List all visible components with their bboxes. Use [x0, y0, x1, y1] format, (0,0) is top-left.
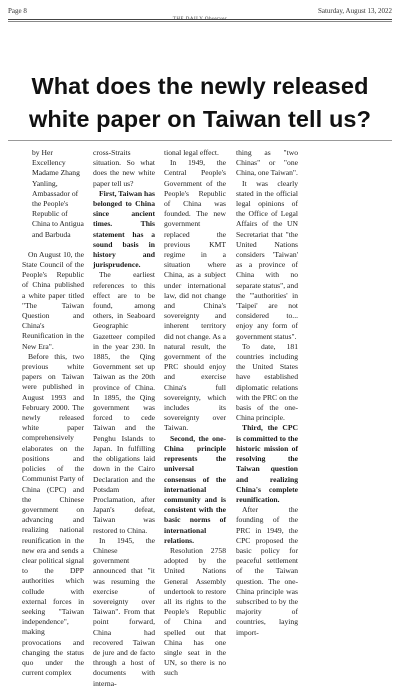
article-paragraph: In 1949, the Central People's Government of the People's Republic of China was founded. The new government replaced the previous KMT regime in a situation where China, as a subject under international law, did not change and China's sovereignty and inherent territory did not change. As a natural result, the government of the PRC should enjoy and exercise China's full sovereignty, which includes its sovereignty over Taiwan. — [164, 158, 226, 433]
article-paragraph: tional legal effect. — [164, 148, 219, 157]
byline: by Her Excellency Madame Zhang Yanling, Ambassador of the People's Republic of China to Antigua and Barbuda — [32, 148, 84, 239]
article-subhead: Third, the CPC is committed to the historic mission of resolving the Taiwan question and realizing China's complete reunification. — [236, 423, 298, 504]
article-paragraph: To date, 181 countries including the United States have established diplomatic relations with the PRC on the basis of the one-China principle. — [236, 341, 298, 423]
headline-rule — [8, 140, 392, 141]
header-rule-thin — [8, 21, 392, 22]
article-subhead: First, Taiwan has belonged to China since ancient times. This statement has a sound basis in history and jurisprudence. — [93, 188, 155, 270]
article-body — [0, 148, 400, 688]
article-paragraph: It was clearly stated in the official legal opinions of the Office of Legal Affairs of the UN Secretariat that "the United Nations considers 'Taiwan' as a province of China with no separate status", and the "'authorities' in 'Taipei' are not considered to... enjoy any form of government status". — [236, 178, 298, 341]
article-column-4 — [236, 148, 298, 637]
article-subhead: Second, the one-China principle represents the universal consensus of the international community and is consistent with the basic norms of international relations. — [164, 433, 226, 545]
article-paragraph: In 1945, the Chinese government announced that "it was resuming the exercise of sovereignty over Taiwan". From that point forward, China had recovered Taiwan de jure and de facto through a host of documents with interna- — [93, 535, 155, 688]
article-paragraph: The earliest references to this effect are to be found, among others, in Seaboard Geographic Gazetteer compiled in the year 230. In 1885, the Qing Government set up Taiwan as the 20th province of China. In 1895, the Qing government was forced to cede Taiwan and the Penghu Islands to Japan. In fulfilling the obligations laid down in the Cairo Declaration and the Potsdam Proclamation, after Japan's defeat, Taiwan was restored to China. — [93, 270, 155, 535]
article-column-1 — [22, 148, 84, 678]
page-number: Page 8 — [8, 7, 27, 15]
issue-date: Saturday, August 13, 2022 — [317, 7, 392, 15]
page-header — [8, 4, 392, 18]
article-column-3 — [164, 148, 226, 678]
header-rule — [8, 19, 392, 20]
article-paragraph: Resolution 2758 adopted by the United Nations General Assembly undertook to restore all its rights to the People's Republic of China and spelled out that China has one single seat in the UN, so there is no such — [164, 545, 226, 678]
article-column-2 — [93, 148, 155, 688]
headline: What does the newly released white paper on Taiwan tell us? — [28, 72, 372, 132]
article-paragraph: Before this, two previous white papers on Taiwan were published in August 1993 and February 2000. The newly released white paper comprehensively elaborates on the positions and policies of the Communist Party of China (CPC) and the Chinese government on advancing and realizing national reunification in the new era and sends a clear political signal to the DPP authorities which collude with external forces in seeking "Taiwan independence", making provocations and changing the status quo under the current complex — [22, 351, 84, 678]
article-paragraph: After the founding of the PRC in 1949, the CPC proposed the basic policy for peaceful settlement of the Taiwan question. The one-China principle was subscribed to by the majority of countries, laying import- — [236, 505, 298, 637]
article-paragraph: thing as "two Chinas" or "one China, one Taiwan". — [236, 148, 298, 178]
article-paragraph: On August 10, the State Council of the People's Republic of China published a white paper titled "The Taiwan Question and China's Reunification in the New Era". — [22, 249, 84, 351]
article-paragraph: cross-Straits situation. So what does the new white paper tell us? — [93, 148, 155, 188]
